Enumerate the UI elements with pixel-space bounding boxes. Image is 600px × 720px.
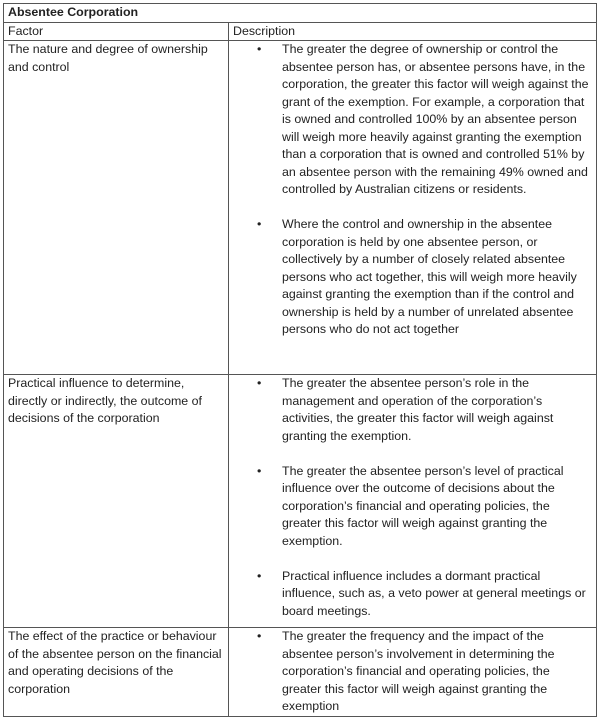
bullet-text: The greater the degree of ownership or control the absentee person has, or absentee persons have, in the corporation, the greater this factor will weigh against the grant of the exemption. For example, a corporation that is owned and controlled 100% by an absentee person will weigh more heavily against granting the exemption than a corporation that is owned and controlled 51% by an absentee person with the remaining 49% owned and controlled by Australian citizens or residents. [282,42,589,196]
list-item [233,375,592,445]
list-item [233,41,592,199]
header-factor: Factor [4,22,229,41]
table-title-row [4,4,597,23]
bullet-icon: • [257,463,262,478]
absentee-corporation-table [3,3,597,717]
bullet-icon: • [257,42,262,56]
bullet-list [233,375,592,620]
factor-cell: The effect of the practice or behaviour of the absentee person on the financial and operating decisions of the corporation [4,628,229,717]
bullet-text: Where the control and ownership in the absentee corporation is held by one absentee person, or collectively by a number of closely related absentee persons who act together, this will weigh more heavily against granting the exemption than if the control and ownership is held by a number of unrelated absentee persons who do not act together [282,217,577,336]
bullet-list [233,628,592,716]
description-cell [229,41,597,375]
bullet-text: The greater the frequency and the impact of the absentee person’s involvement in determining the corporation’s financial and operating policies, the greater this factor will weigh against granting the exemption [282,629,555,713]
bullet-icon: • [257,217,262,231]
header-description: Description [229,22,597,41]
bullet-text: The greater the absentee person’s level of practical influence over the outcome of decisions about the corporation’s financial and operating policies, the greater this factor will weigh against granting the exemption. [282,463,564,548]
description-cell [229,375,597,628]
factor-cell: Practical influence to determine, directly or indirectly, the outcome of decisions of the corporation [4,375,229,628]
table-header-row [4,22,597,41]
table-row [4,41,597,375]
table-row [4,628,597,717]
description-cell [229,628,597,717]
bullet-icon: • [257,629,262,643]
bullet-icon: • [257,376,262,390]
bullet-text: The greater the absentee person’s role in the management and operation of the corporation’s activities, the greater this factor will weigh against granting the exemption. [282,376,554,443]
table-row [4,375,597,628]
bullet-list [233,41,592,339]
list-item [233,628,592,716]
factor-cell: The nature and degree of ownership and control [4,41,229,375]
list-item [233,463,592,551]
list-item [233,216,592,339]
bullet-icon: • [257,568,262,583]
bullet-text: Practical influence includes a dormant practical influence, such as, a veto power at general meetings or board meetings. [282,568,586,618]
list-item [233,568,592,621]
table-title: Absentee Corporation [4,4,597,23]
